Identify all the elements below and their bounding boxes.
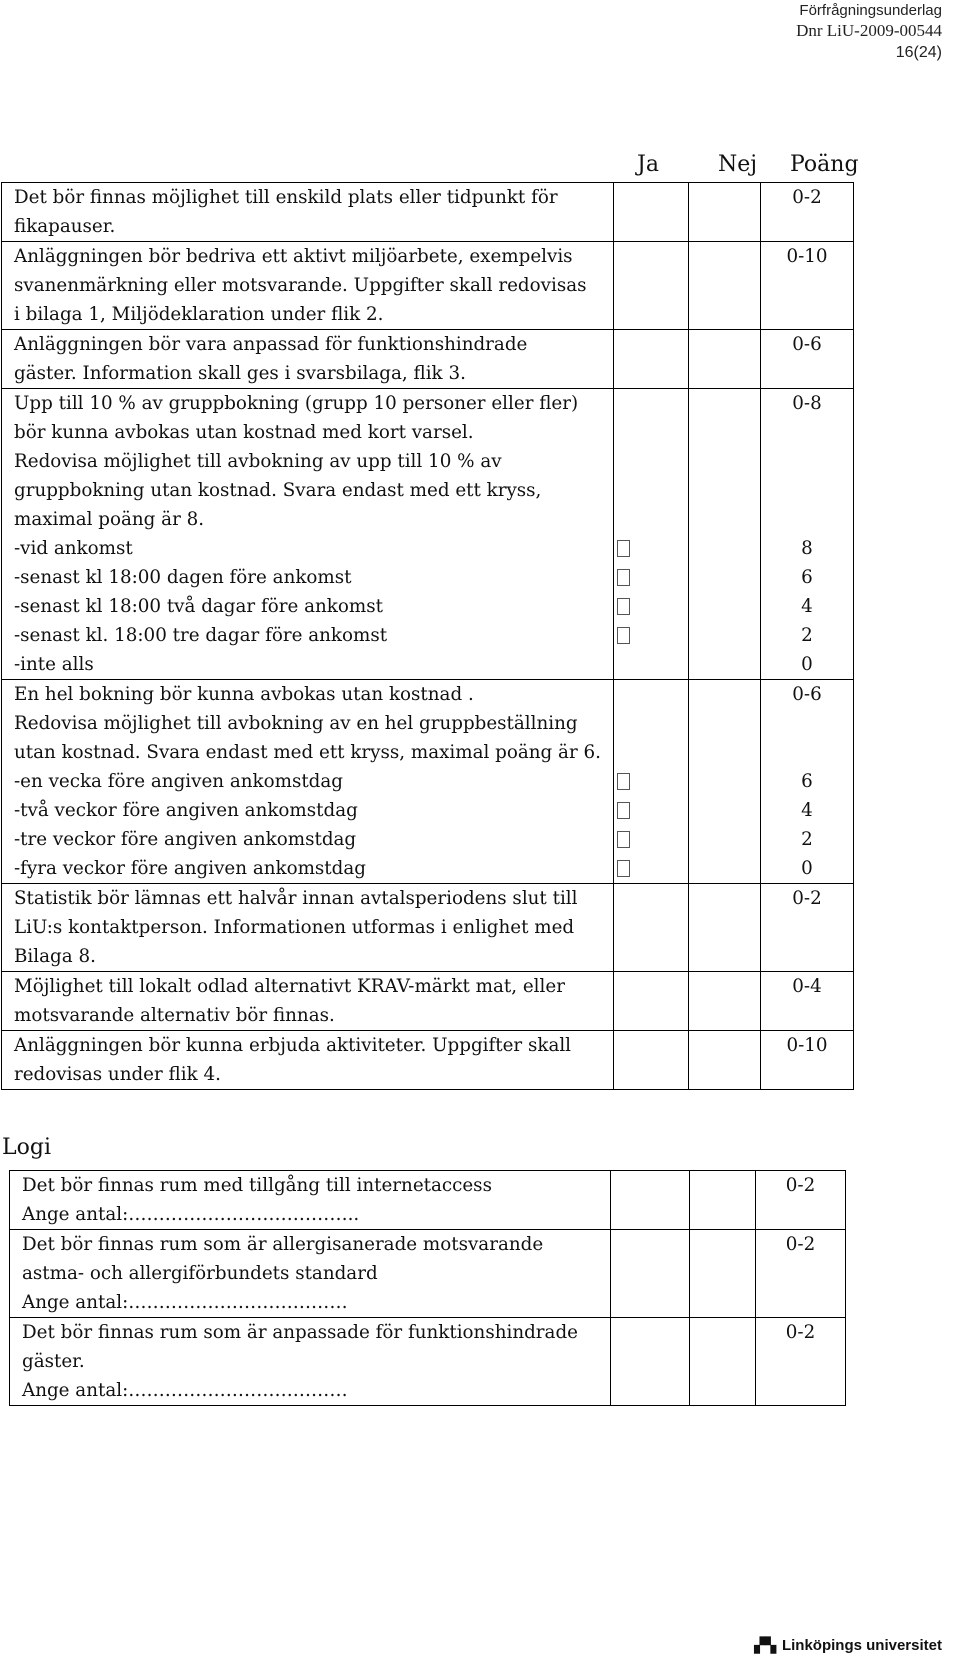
text-line: svanenmärkning eller motsvarande. Uppgifter skall redovisas (14, 275, 587, 296)
text-line: LiU:s kontaktperson. Informationen utformas i enlighet med (14, 917, 575, 938)
score-cell (756, 1230, 846, 1318)
table-row (2, 389, 854, 680)
score-range: 0-8 (792, 393, 822, 414)
row-description (2, 242, 614, 330)
score-range: 0-2 (785, 1234, 816, 1255)
text-line: redovisas under flik 4. (14, 1064, 221, 1085)
nej-cell (689, 242, 761, 330)
nej-cell (689, 884, 761, 972)
checkbox[interactable] (617, 773, 630, 790)
option-points: 4 (801, 596, 813, 617)
text-line: Redovisa möjlighet till avbokning av en hel gruppbeställning (14, 713, 578, 734)
spacer (614, 709, 688, 738)
score-cell (761, 183, 854, 242)
table-row (2, 1031, 854, 1090)
text-line: En hel bokning bör kunna avbokas utan kostnad . (14, 684, 474, 705)
option-checkbox-row (614, 796, 688, 825)
text-line: Statistik bör lämnas ett halvår innan avtalsperiodens slut till (14, 888, 578, 909)
nej-cell (690, 1171, 756, 1230)
checkbox[interactable] (617, 627, 630, 644)
text-line: Ange antal:……………………………… (22, 1292, 348, 1313)
ja-cell (614, 330, 689, 389)
liu-logo-icon: ▞▚ (754, 1637, 776, 1653)
requirements-table (1, 182, 854, 1090)
spacer (761, 418, 853, 447)
text-line: Ange antal:……………………………….. (22, 1204, 360, 1225)
option-checkbox-row (614, 592, 688, 621)
checkbox[interactable] (617, 831, 630, 848)
score-cell (761, 242, 854, 330)
spacer (761, 1001, 853, 1030)
option-checkbox-row (614, 854, 688, 883)
spacer (756, 1347, 845, 1376)
spacer (761, 271, 853, 300)
spacer (761, 212, 853, 241)
row-description (2, 680, 614, 884)
ja-cell (611, 1230, 690, 1318)
text-line: Anläggningen bör vara anpassad för funktionshindrade (14, 334, 528, 355)
text-line: Bilaga 8. (14, 946, 96, 967)
score-range: 0-2 (792, 187, 822, 208)
ja-cell (611, 1171, 690, 1230)
text-line: astma- och allergiförbundets standard (22, 1263, 378, 1284)
score-cell (761, 1031, 854, 1090)
option-points: 0 (801, 654, 813, 675)
option-points: 6 (801, 567, 813, 588)
row-description (2, 972, 614, 1031)
option-text: -senast kl 18:00 två dagar före ankomst (14, 596, 383, 617)
spacer (756, 1200, 845, 1229)
table-row (10, 1171, 846, 1230)
text-line: gäster. (22, 1351, 85, 1372)
text-line: Anläggningen bör kunna erbjuda aktiviteter. Uppgifter skall (14, 1035, 572, 1056)
spacer (756, 1376, 845, 1405)
column-header-poang: Poäng (790, 152, 859, 177)
option-points: 4 (801, 800, 813, 821)
spacer (761, 942, 853, 971)
spacer (756, 1288, 845, 1317)
ja-cell (614, 183, 689, 242)
logo-text: Linköpings universitet (781, 1637, 942, 1654)
spacer (761, 476, 853, 505)
option-checkbox-row (614, 825, 688, 854)
nej-cell (689, 680, 761, 884)
score-cell (761, 330, 854, 389)
spacer (761, 1060, 853, 1089)
nej-cell (689, 330, 761, 389)
ja-cell (614, 242, 689, 330)
spacer (614, 447, 688, 476)
option-text: -senast kl. 18:00 tre dagar före ankomst (14, 625, 388, 646)
row-description (10, 1171, 611, 1230)
option-text: -inte alls (14, 654, 94, 675)
text-line: fikapauser. (14, 216, 116, 237)
spacer (761, 300, 853, 329)
table-row (10, 1230, 846, 1318)
spacer (614, 389, 688, 418)
table-row (2, 972, 854, 1031)
score-cell (761, 680, 854, 884)
checkbox[interactable] (617, 540, 630, 557)
spacer (614, 476, 688, 505)
option-points: 8 (801, 538, 813, 559)
table-row (2, 330, 854, 389)
score-cell (756, 1318, 846, 1406)
spacer (761, 913, 853, 942)
option-text: -två veckor före angiven ankomstdag (14, 800, 358, 821)
ja-cell (614, 884, 689, 972)
score-range: 0-4 (792, 976, 822, 997)
table-row (2, 242, 854, 330)
option-checkbox-row (614, 621, 688, 650)
score-range: 0-6 (792, 684, 822, 705)
checkbox[interactable] (617, 860, 630, 877)
text-line: Ange antal:……………………………… (22, 1380, 348, 1401)
text-line: i bilaga 1, Miljödeklaration under flik 2. (14, 304, 384, 325)
nej-cell (689, 1031, 761, 1090)
text-line: gäster. Information skall ges i svarsbilaga, flik 3. (14, 363, 466, 384)
text-line: Upp till 10 % av gruppbokning (grupp 10 personer eller fler) (14, 393, 579, 414)
text-line: utan kostnad. Svara endast med ett kryss, maximal poäng är 6. (14, 742, 601, 763)
table-row (2, 884, 854, 972)
option-text: -fyra veckor före angiven ankomstdag (14, 858, 366, 879)
university-logo (754, 1637, 942, 1654)
spacer (614, 738, 688, 767)
ja-cell (611, 1318, 690, 1406)
spacer (614, 505, 688, 534)
score-range: 0-10 (786, 246, 828, 267)
spacer (761, 447, 853, 476)
option-text: -senast kl 18:00 dagen före ankomst (14, 567, 352, 588)
ja-cell (614, 389, 689, 680)
option-checkbox-row (614, 767, 688, 796)
text-line: Det bör finnas möjlighet till enskild plats eller tidpunkt för (14, 187, 558, 208)
ja-cell (614, 680, 689, 884)
score-cell (761, 884, 854, 972)
nej-cell (690, 1230, 756, 1318)
spacer (761, 738, 853, 767)
table-row (10, 1318, 846, 1406)
option-text: -en vecka före angiven ankomstdag (14, 771, 343, 792)
nej-cell (689, 972, 761, 1031)
option-checkbox-row (614, 534, 688, 563)
logi-table (9, 1170, 846, 1406)
row-description (10, 1230, 611, 1318)
checkbox[interactable] (617, 598, 630, 615)
spacer (614, 418, 688, 447)
row-description (2, 1031, 614, 1090)
column-header-ja: Ja (637, 152, 659, 177)
score-cell (761, 389, 854, 680)
score-range: 0-2 (785, 1175, 816, 1196)
section-title-logi: Logi (2, 1135, 51, 1160)
spacer (761, 359, 853, 388)
nej-cell (690, 1318, 756, 1406)
document-number: Dnr LiU-2009-00544 (796, 21, 942, 40)
text-line: maximal poäng är 8. (14, 509, 205, 530)
text-line: Det bör finnas rum som är allergisanerade motsvarande (22, 1234, 544, 1255)
text-line: Redovisa möjlighet till avbokning av upp till 10 % av (14, 451, 502, 472)
text-line: bör kunna avbokas utan kostnad med kort varsel. (14, 422, 474, 443)
row-description (2, 389, 614, 680)
option-points: 2 (801, 625, 813, 646)
ja-cell (614, 1031, 689, 1090)
row-description (2, 884, 614, 972)
score-cell (756, 1171, 846, 1230)
doc-type: Förfrågningsunderlag (799, 2, 942, 19)
text-line: Möjlighet till lokalt odlad alternativt KRAV-märkt mat, eller (14, 976, 565, 997)
spacer (756, 1259, 845, 1288)
text-line: Det bör finnas rum med tillgång till internetaccess (22, 1175, 492, 1196)
score-range: 0-6 (792, 334, 822, 355)
nej-cell (689, 183, 761, 242)
option-text: -vid ankomst (14, 538, 133, 559)
row-description (2, 330, 614, 389)
score-range: 0-2 (792, 888, 822, 909)
text-line: motsvarande alternativ bör finnas. (14, 1005, 335, 1026)
score-cell (761, 972, 854, 1031)
checkbox[interactable] (617, 569, 630, 586)
table-row (2, 183, 854, 242)
text-line: gruppbokning utan kostnad. Svara endast med ett kryss, (14, 480, 542, 501)
text-line: Anläggningen bör bedriva ett aktivt miljöarbete, exempelvis (14, 246, 573, 267)
option-checkbox-row (614, 650, 688, 679)
score-range: 0-10 (786, 1035, 828, 1056)
row-description (2, 183, 614, 242)
option-points: 2 (801, 829, 813, 850)
score-range: 0-2 (785, 1322, 816, 1343)
table-row (2, 680, 854, 884)
nej-cell (689, 389, 761, 680)
spacer (761, 505, 853, 534)
spacer (761, 709, 853, 738)
option-points: 6 (801, 771, 813, 792)
spacer (614, 680, 688, 709)
checkbox[interactable] (617, 802, 630, 819)
row-description (10, 1318, 611, 1406)
option-points: 0 (801, 858, 813, 879)
column-header-nej: Nej (718, 152, 758, 177)
option-text: -tre veckor före angiven ankomstdag (14, 829, 357, 850)
page-number: 16(24) (895, 44, 942, 61)
text-line: Det bör finnas rum som är anpassade för funktionshindrade (22, 1322, 578, 1343)
ja-cell (614, 972, 689, 1031)
option-checkbox-row (614, 563, 688, 592)
